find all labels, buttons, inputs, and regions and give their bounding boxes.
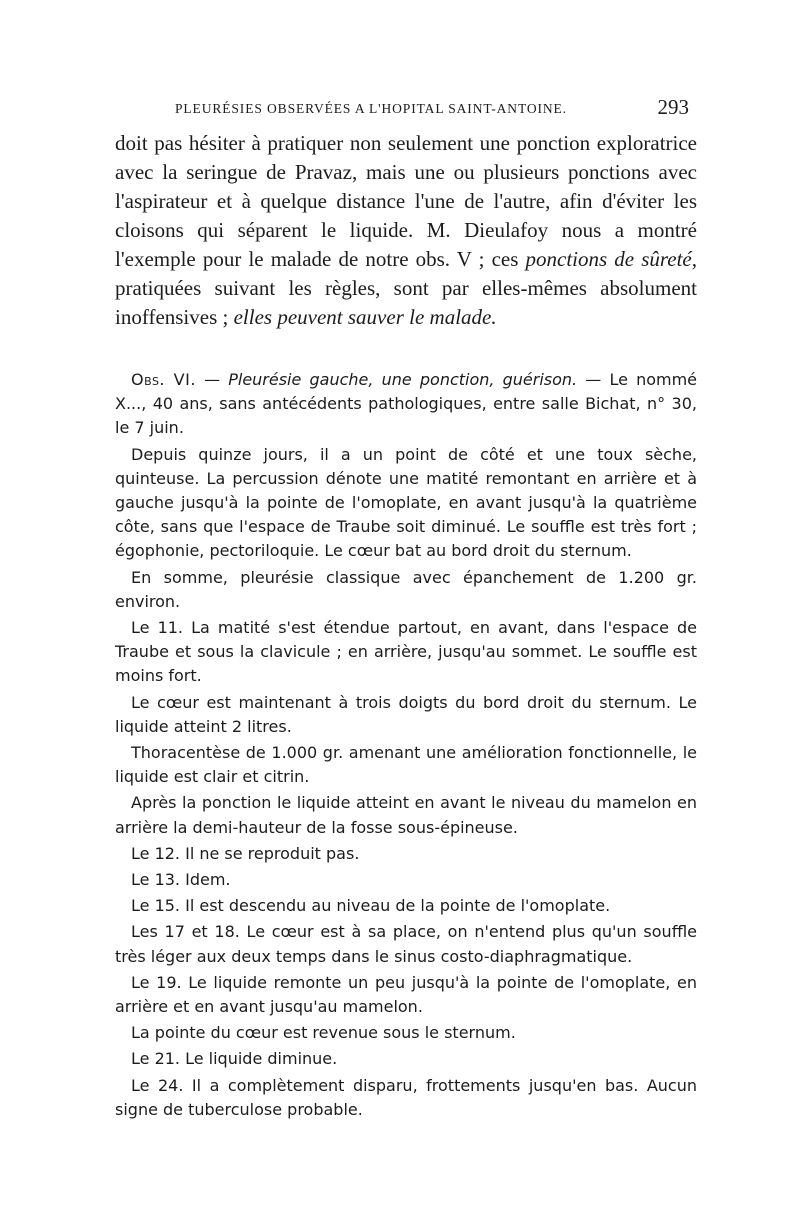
observation-paragraph: Le 19. Le liquide remonte un peu jusqu'à la pointe de l'omoplate, en arrière et en avant jusqu'au mamelon. — [115, 972, 697, 1017]
observation-paragraph: Les 17 et 18. Le cœur est à sa place, on n'entend plus qu'un souffle très léger aux deux temps dans le sinus costo-diaphragmatique. — [115, 922, 697, 966]
observation-paragraph: Le 13. Idem. — [131, 870, 231, 890]
intro-paragraph — [115, 129, 697, 332]
observation-paragraph: Le 24. Il a complètement disparu, frottements jusqu'en bas. Aucun signe de tuberculose probable. — [115, 1075, 697, 1119]
observation-paragraph: Après la ponction le liquide atteint en avant le niveau du mamelon en arrière la demi-hauteur de la fosse sous-épineuse. — [115, 793, 697, 837]
intro-text-1: doit pas hésiter à pratiquer non seulement une ponction exploratrice avec la seringue de Pravaz, mais une ou plusieurs ponctions avec l'aspirateur et à quelque distance l'une de l'autre, afin d'éviter les cloisons qui séparent le liquide. M. Dieulafoy nous a montré l'exemple pour le malade de notre obs. V ; ces — [115, 131, 697, 271]
observation-paragraph: Le 11. La matité s'est étendue partout, en avant, dans l'espace de Traube et sous la clavicule ; en arrière, jusqu'au sommet. Le souffle est moins fort. — [115, 618, 697, 686]
observation-label: Obs. VI. — [131, 370, 196, 389]
observation-paragraph: En somme, pleurésie classique avec épanchement de 1.200 gr. environ. — [115, 567, 697, 611]
observation-paragraph: La pointe du cœur est revenue sous le sternum. — [131, 1023, 516, 1043]
observation-paragraph: Depuis quinze jours, il a un point de côté et une toux sèche, quinteuse. La percussion dénote une matité remontant en arrière et à gauche jusqu'à la pointe de l'omoplate, en avant jusqu'à la quatrième côte, sans que l'espace de Traube soit diminué. Le souffle est très fort ; égophonie, pectoriloquie. Le cœur bat au bord droit du sternum. — [115, 444, 697, 561]
running-head: PLEURÉSIES OBSERVÉES A L'HOPITAL SAINT-ANTOINE. — [175, 101, 567, 116]
observation-title: Pleurésie gauche, une ponction, guérison. — [228, 370, 578, 389]
observation-paragraph: Le cœur est maintenant à trois doigts du bord droit du sternum. Le liquide atteint 2 litres. — [115, 692, 697, 736]
observation-intro: — Le nommé X..., 40 ans, sans antécédents pathologiques, entre salle Bichat, n° 30, le 7 juin. — [115, 370, 698, 438]
observation-paragraph: Le 15. Il est descendu au niveau de la pointe de l'omoplate. — [131, 896, 611, 916]
observation-section — [115, 368, 697, 1122]
observation-dash: — — [195, 370, 229, 389]
observation-heading — [115, 368, 697, 441]
observation-paragraph: Le 21. Le liquide diminue. — [131, 1049, 338, 1069]
observation-paragraph: Thoracentèse de 1.000 gr. amenant une amélioration fonctionnelle, le liquide est clair et citrin. — [115, 743, 697, 787]
observation-paragraph: Le 12. Il ne se reproduit pas. — [131, 843, 360, 863]
intro-text-2: pratiquées suivant les règles, sont par elles-mêmes absolument inoffensives ; — [115, 276, 697, 329]
intro-italic-2: elles peuvent sauver le malade. — [233, 305, 497, 329]
page-number: 293 — [657, 95, 689, 119]
intro-italic-1: ponctions de sûreté, — [525, 247, 697, 271]
page-header — [175, 95, 695, 123]
